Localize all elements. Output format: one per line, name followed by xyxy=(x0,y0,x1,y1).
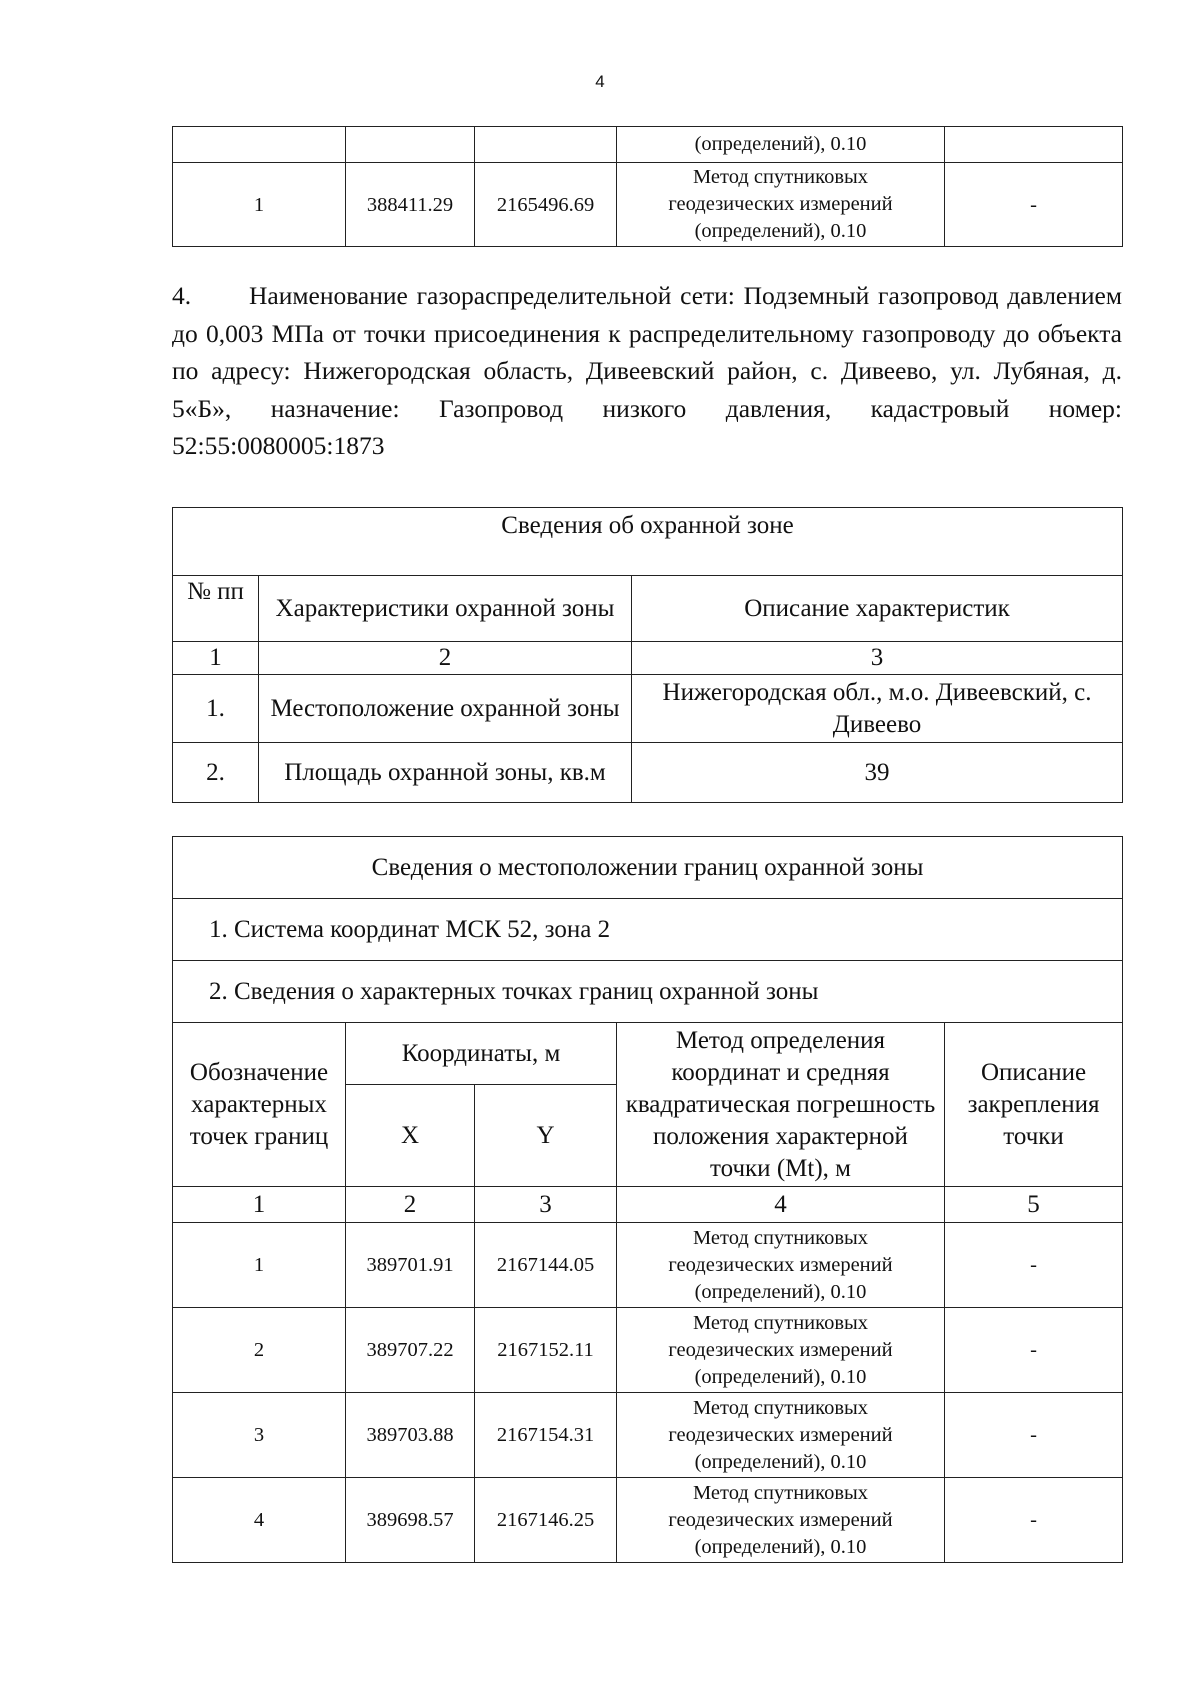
method-cell: Метод спутниковых геодезических измерений (определений), 0.10 xyxy=(617,1223,945,1308)
point-id-cell: 3 xyxy=(173,1393,346,1478)
table-row xyxy=(173,1393,1123,1478)
method-cell: (определений), 0.10 xyxy=(617,127,945,163)
row-num: 1. xyxy=(173,675,259,743)
table-header-row xyxy=(173,1023,1123,1085)
fixing-cell: - xyxy=(945,1308,1123,1393)
table-title-row xyxy=(173,508,1123,576)
table-row xyxy=(173,1308,1123,1393)
coord-system: 1. Система координат МСК 52, зона 2 xyxy=(173,899,1123,961)
x-cell xyxy=(346,127,475,163)
row-description: Нижегородская обл., м.о. Дивеевский, с. Дивеево xyxy=(632,675,1123,743)
y-cell: 2167154.31 xyxy=(475,1393,617,1478)
header-y: Y xyxy=(475,1085,617,1187)
header-method: Метод определения координат и средняя квадратическая погрешность положения характерной точки (Mt), м xyxy=(617,1023,945,1187)
index-row xyxy=(173,1187,1123,1223)
section-text: Наименование газораспределительной сети: Подземный газопровод давлением до 0,003 МПа от точки присоединения к распределительному газопроводу до объекта по адресу: Нижегородская область, Дивеевский район, с. Дивеево, ул. Лубяная, д. 5«Б», назначение: Газопровод низкого давления, кадастровый номер: 52:55:0080005:1873 xyxy=(172,281,1122,460)
index-row xyxy=(173,642,1123,675)
table-row xyxy=(173,675,1123,743)
y-cell: 2167146.25 xyxy=(475,1478,617,1563)
row-num: 2. xyxy=(173,743,259,803)
table-title-row xyxy=(173,837,1123,899)
fixing-cell: - xyxy=(945,1393,1123,1478)
fixing-cell: - xyxy=(945,163,1123,247)
table-row xyxy=(173,163,1123,247)
x-cell: 389703.88 xyxy=(346,1393,475,1478)
table-header-row xyxy=(173,576,1123,642)
header-fixing: Описание закрепления точки xyxy=(945,1023,1123,1187)
fixing-cell xyxy=(945,127,1123,163)
fixing-cell: - xyxy=(945,1223,1123,1308)
y-cell: 2167144.05 xyxy=(475,1223,617,1308)
header-num: № пп xyxy=(173,576,259,642)
index-cell: 4 xyxy=(617,1187,945,1223)
index-cell: 2 xyxy=(346,1187,475,1223)
points-title-row xyxy=(173,961,1123,1023)
y-cell: 2165496.69 xyxy=(475,163,617,247)
index-cell: 1 xyxy=(173,642,259,675)
x-cell: 389707.22 xyxy=(346,1308,475,1393)
point-id-cell: 1 xyxy=(173,163,346,247)
table-row xyxy=(173,1478,1123,1563)
table-row xyxy=(173,127,1123,163)
x-cell: 389701.91 xyxy=(346,1223,475,1308)
method-cell: Метод спутниковых геодезических измерений (определений), 0.10 xyxy=(617,1308,945,1393)
protection-zone-table xyxy=(172,507,1123,803)
method-cell: Метод спутниковых геодезических измерений (определений), 0.10 xyxy=(617,163,945,247)
x-cell: 388411.29 xyxy=(346,163,475,247)
section-number: 4. xyxy=(172,281,192,310)
row-description: 39 xyxy=(632,743,1123,803)
point-id-cell xyxy=(173,127,346,163)
points-title: 2. Сведения о характерных точках границ охранной зоны xyxy=(173,961,1123,1023)
boundary-coordinates-table xyxy=(172,836,1123,1563)
header-characteristics: Характеристики охранной зоны xyxy=(259,576,632,642)
point-id-cell: 2 xyxy=(173,1308,346,1393)
header-description: Описание характеристик xyxy=(632,576,1123,642)
method-cell: Метод спутниковых геодезических измерений (определений), 0.10 xyxy=(617,1393,945,1478)
index-cell: 3 xyxy=(632,642,1123,675)
header-coordinates: Координаты, м xyxy=(346,1023,617,1085)
point-id-cell: 4 xyxy=(173,1478,346,1563)
x-cell: 389698.57 xyxy=(346,1478,475,1563)
index-cell: 5 xyxy=(945,1187,1123,1223)
row-characteristic: Местоположение охранной зоны xyxy=(259,675,632,743)
section-paragraph xyxy=(172,277,1122,465)
method-cell: Метод спутниковых геодезических измерений (определений), 0.10 xyxy=(617,1478,945,1563)
page-number: 4 xyxy=(595,72,605,91)
row-characteristic: Площадь охранной зоны, кв.м xyxy=(259,743,632,803)
continuation-table xyxy=(172,126,1123,247)
table-row xyxy=(173,1223,1123,1308)
table-title: Сведения о местоположении границ охранной зоны xyxy=(173,837,1123,899)
header-designation: Обозначение характерных точек границ xyxy=(173,1023,346,1187)
header-x: X xyxy=(346,1085,475,1187)
table-title: Сведения об охранной зоне xyxy=(173,508,1123,576)
index-cell: 3 xyxy=(475,1187,617,1223)
table-row xyxy=(173,743,1123,803)
y-cell xyxy=(475,127,617,163)
index-cell: 2 xyxy=(259,642,632,675)
index-cell: 1 xyxy=(173,1187,346,1223)
y-cell: 2167152.11 xyxy=(475,1308,617,1393)
fixing-cell: - xyxy=(945,1478,1123,1563)
point-id-cell: 1 xyxy=(173,1223,346,1308)
coord-system-row xyxy=(173,899,1123,961)
